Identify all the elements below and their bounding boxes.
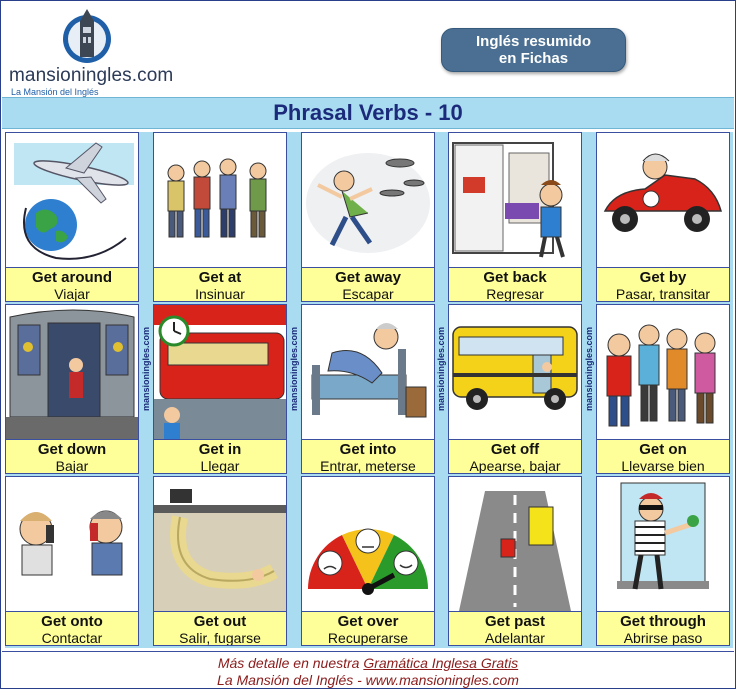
train-door-icon xyxy=(6,305,138,439)
verb-term: Get by xyxy=(639,269,687,286)
verb-label xyxy=(6,439,138,474)
verb-term: Get on xyxy=(639,441,687,458)
verb-label xyxy=(302,611,434,646)
verb-meaning: Pasar, transitar xyxy=(615,286,711,302)
verb-meaning: Adelantar xyxy=(485,630,545,646)
verb-meaning: Abrirse paso xyxy=(623,630,703,646)
summary-badge[interactable] xyxy=(441,28,626,72)
verb-term: Get out xyxy=(193,613,247,630)
verb-label xyxy=(302,439,434,474)
verb-label xyxy=(6,267,138,302)
train-station-clock-icon xyxy=(154,305,286,439)
verb-term: Get back xyxy=(483,269,547,286)
tower-logo-icon xyxy=(61,7,113,65)
verb-meaning: Apearse, bajar xyxy=(469,458,561,474)
verb-card xyxy=(5,132,139,302)
verb-meaning: Llegar xyxy=(200,458,240,474)
verb-term: Get off xyxy=(490,441,540,458)
verb-label xyxy=(449,439,581,474)
verb-card xyxy=(301,132,435,302)
verb-card xyxy=(153,132,287,302)
verb-card xyxy=(153,476,287,646)
verb-label xyxy=(154,611,286,646)
verb-label xyxy=(597,267,729,302)
running-from-mosquitoes-icon xyxy=(302,133,434,267)
verb-label xyxy=(449,267,581,302)
page-title: Phrasal Verbs - 10 xyxy=(273,100,463,125)
badge-line-1: Inglés resumido xyxy=(475,33,592,50)
friends-group-icon xyxy=(597,305,729,439)
side-watermark: mansioningles.com xyxy=(436,326,446,412)
verb-card xyxy=(5,304,139,474)
title-bar xyxy=(2,97,734,129)
verb-term: Get past xyxy=(484,613,545,630)
verb-card xyxy=(301,476,435,646)
verb-card xyxy=(596,132,730,302)
footer xyxy=(2,651,734,688)
footer-line-2: La Mansión del Inglés - www.mansioningles.com xyxy=(217,672,519,688)
verb-label xyxy=(597,611,729,646)
verb-card xyxy=(5,476,139,646)
girl-at-door-icon xyxy=(449,133,581,267)
verb-term: Get at xyxy=(198,269,242,286)
verb-meaning: Bajar xyxy=(55,458,89,474)
airplane-globe-icon xyxy=(6,133,138,267)
verb-term: Get around xyxy=(31,269,112,286)
mood-gauge-icon xyxy=(302,477,434,611)
verb-term: Get down xyxy=(37,441,107,458)
yellow-bus-icon xyxy=(449,305,581,439)
verb-meaning: Salir, fugarse xyxy=(179,630,261,646)
badge-line-2: en Fichas xyxy=(498,50,569,67)
verb-meaning: Llevarse bien xyxy=(621,458,705,474)
site-logo[interactable] xyxy=(9,7,189,97)
verb-grid xyxy=(5,132,733,648)
verb-card xyxy=(153,304,287,474)
grammar-link[interactable]: Gramática Inglesa Gratis xyxy=(363,655,519,671)
verb-meaning: Escapar xyxy=(342,286,394,302)
verb-label xyxy=(449,611,581,646)
side-watermark: mansioningles.com xyxy=(141,326,151,412)
red-race-car-icon xyxy=(597,133,729,267)
verb-card xyxy=(448,132,582,302)
verb-term: Get in xyxy=(198,441,242,458)
road-overtaking-icon xyxy=(449,477,581,611)
verb-term: Get into xyxy=(339,441,397,458)
verb-label xyxy=(154,267,286,302)
verb-term: Get away xyxy=(335,269,401,286)
man-into-bed-icon xyxy=(302,305,434,439)
verb-meaning: Contactar xyxy=(41,630,103,646)
verb-term: Get over xyxy=(337,613,399,630)
verb-label xyxy=(154,439,286,474)
verb-card xyxy=(448,304,582,474)
verb-meaning: Insinuar xyxy=(195,286,245,302)
verb-label xyxy=(6,611,138,646)
verb-term: Get onto xyxy=(41,613,103,630)
logo-tagline: La Mansión del Inglés xyxy=(11,87,99,97)
people-group-icon xyxy=(154,133,286,267)
verb-card xyxy=(596,476,730,646)
verb-meaning: Entrar, meterse xyxy=(320,458,416,474)
footer-prefix: Más detalle en nuestra xyxy=(217,655,364,671)
verb-meaning: Recuperarse xyxy=(327,630,409,646)
verb-label xyxy=(302,267,434,302)
footer-line-1 xyxy=(2,655,734,672)
verb-label xyxy=(597,439,729,474)
verb-card xyxy=(301,304,435,474)
verb-meaning: Viajar xyxy=(54,286,90,302)
verb-meaning: Regresar xyxy=(486,286,544,302)
header xyxy=(1,1,735,96)
phone-call-icon xyxy=(6,477,138,611)
side-watermark: mansioningles.com xyxy=(584,326,594,412)
thief-window-icon xyxy=(597,477,729,611)
verb-card xyxy=(596,304,730,474)
side-watermark: mansioningles.com xyxy=(289,326,299,412)
verb-term: Get through xyxy=(620,613,706,630)
logo-name: mansioningles.com xyxy=(9,65,174,86)
verb-card xyxy=(448,476,582,646)
escape-tunnel-icon xyxy=(154,477,286,611)
